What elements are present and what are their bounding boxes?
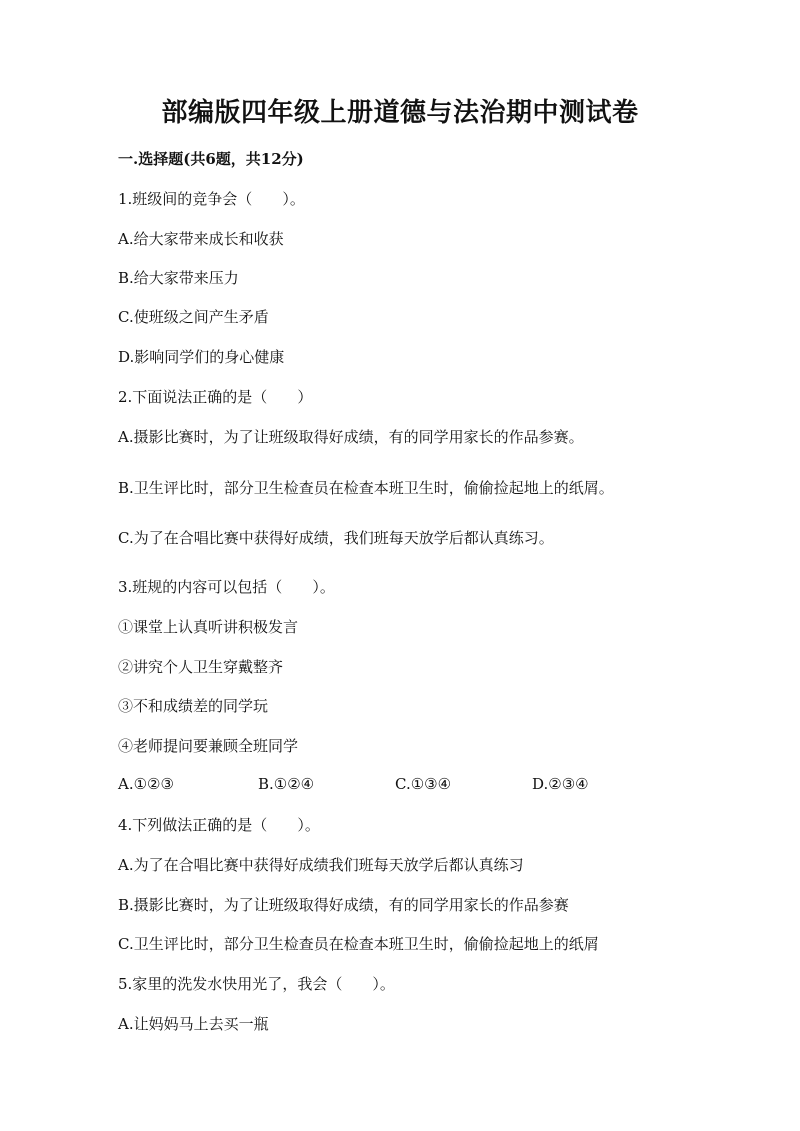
question-1-option-d: D.影响同学们的身心健康 bbox=[118, 348, 285, 366]
question-2-option-b: B.卫生评比时，部分卫生检查员在检查本班卫生时，偷偷捡起地上的纸屑。 bbox=[118, 479, 614, 497]
question-3-option-b: B.①②④ bbox=[258, 775, 315, 793]
question-3-item-3: ③不和成绩差的同学玩 bbox=[118, 697, 269, 715]
question-3-item-1: ①课堂上认真听讲积极发言 bbox=[118, 618, 299, 636]
question-1-option-b: B.给大家带来压力 bbox=[118, 269, 239, 287]
question-3-stem: 3.班规的内容可以包括（ ）。 bbox=[118, 578, 335, 596]
section-heading: 一.选择题(共6题，共12分) bbox=[118, 150, 304, 168]
question-4-option-b: B.摄影比赛时，为了让班级取得好成绩，有的同学用家长的作品参赛 bbox=[118, 896, 569, 914]
question-4-stem: 4.下列做法正确的是（ ）。 bbox=[118, 816, 320, 834]
question-3-option-d: D.②③④ bbox=[532, 775, 589, 793]
question-4-option-a: A.为了在合唱比赛中获得好成绩我们班每天放学后都认真练习 bbox=[118, 856, 524, 874]
question-3-item-4: ④老师提问要兼顾全班同学 bbox=[118, 737, 299, 755]
question-3-option-c: C.①③④ bbox=[395, 775, 452, 793]
question-2-option-a: A.摄影比赛时，为了让班级取得好成绩，有的同学用家长的作品参赛。 bbox=[118, 428, 584, 446]
question-1-option-c: C.使班级之间产生矛盾 bbox=[118, 308, 269, 326]
question-3-item-2: ②讲究个人卫生穿戴整齐 bbox=[118, 658, 284, 676]
page-title: 部编版四年级上册道德与法治期中测试卷 bbox=[161, 98, 639, 128]
question-4-option-c: C.卫生评比时，部分卫生检查员在检查本班卫生时，偷偷捡起地上的纸屑 bbox=[118, 935, 599, 953]
question-1-stem: 1.班级间的竞争会（ ）。 bbox=[118, 190, 305, 208]
question-1-option-a: A.给大家带来成长和收获 bbox=[118, 230, 284, 248]
question-2-stem: 2.下面说法正确的是（ ） bbox=[118, 388, 313, 406]
question-2-option-c: C.为了在合唱比赛中获得好成绩，我们班每天放学后都认真练习。 bbox=[118, 529, 554, 547]
question-5-option-a: A.让妈妈马上去买一瓶 bbox=[118, 1015, 269, 1033]
question-3-option-a: A.①②③ bbox=[118, 775, 174, 793]
question-5-stem: 5.家里的洗发水快用光了，我会（ ）。 bbox=[118, 975, 395, 993]
